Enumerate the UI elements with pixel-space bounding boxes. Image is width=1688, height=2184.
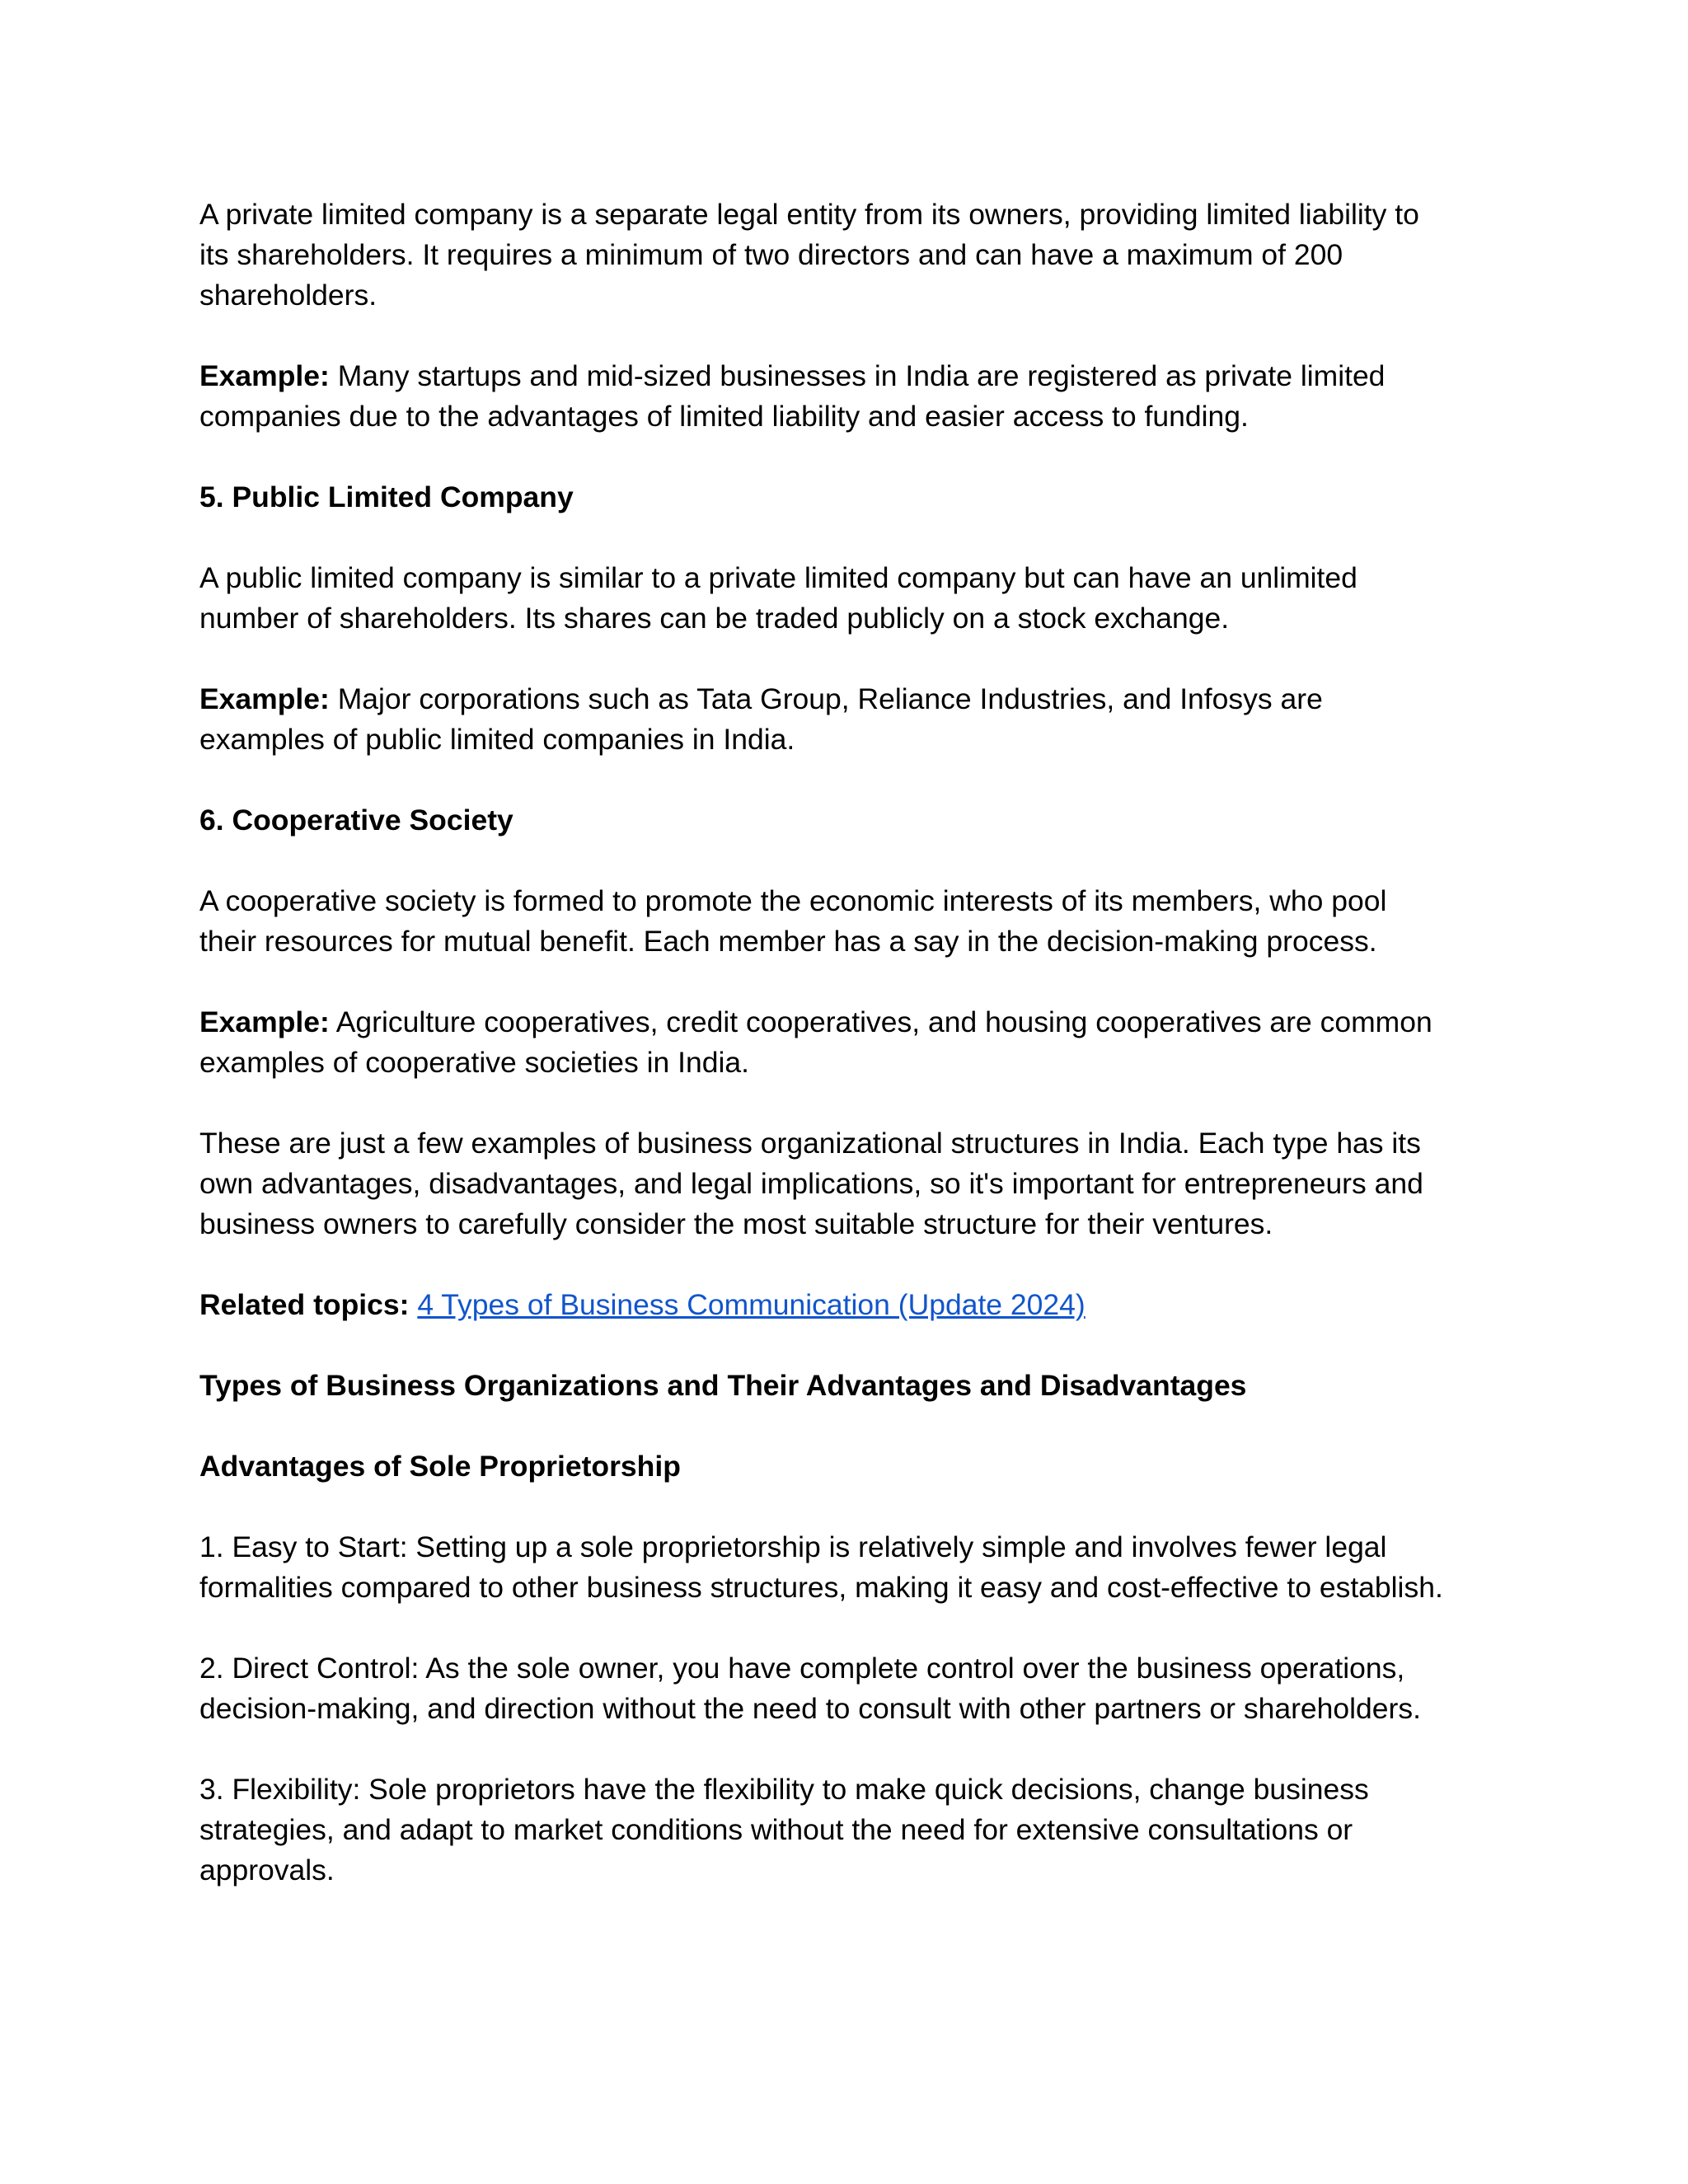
example-label: Example: [199,1005,330,1038]
list-item-direct-control [199,1648,1518,1729]
text-line: These are just a few examples of business organizational structures in India. Each type has its [199,1127,1421,1160]
text-line: A private limited company is a separate legal entity from its owners, providing limited liability to [199,198,1419,231]
example-label: Example: [199,682,330,715]
list-item-easy-to-start [199,1527,1518,1608]
example-cooperative-society [199,1002,1518,1083]
text-line: A cooperative society is formed to promote the economic interests of its members, who pool [199,884,1387,917]
example-text: Major corporations such as Tata Group, Reliance Industries, and Infosys are [329,682,1323,715]
heading-types-of-business: Types of Business Organizations and Their Advantages and Disadvantages [199,1369,1247,1402]
example-text: Agriculture cooperatives, credit cooperatives, and housing cooperatives are common [329,1005,1432,1038]
related-topic-link[interactable]: 4 Types of Business Communication (Update 2024) [417,1288,1085,1321]
text-line: A public limited company is similar to a private limited company but can have an unlimited [199,561,1357,594]
list-item-flexibility [199,1769,1518,1891]
heading-advantages-sole: Advantages of Sole Proprietorship [199,1450,681,1483]
text-line [199,679,1518,719]
example-private-limited [199,356,1518,437]
paragraph-summary [199,1123,1518,1244]
text-line: own advantages, disadvantages, and legal implications, so it's important for entrepreneurs and [199,1167,1423,1200]
text-line: decision-making, and direction without the need to consult with other partners or shareholders. [199,1692,1421,1725]
example-text: Many startups and mid-sized businesses in India are registered as private limited [329,359,1386,392]
document-page [199,194,1518,1931]
text-line: formalities compared to other business structures, making it easy and cost-effective to establish. [199,1571,1443,1604]
text-line [199,356,1518,396]
text-line: number of shareholders. Its shares can be traded publicly on a stock exchange. [199,602,1230,635]
heading-public-limited: 5. Public Limited Company [199,480,574,513]
paragraph-cooperative-society [199,881,1518,962]
text-line: business owners to carefully consider the most suitable structure for their ventures. [199,1207,1273,1240]
text-line: strategies, and adapt to market conditions without the need for extensive consultations or [199,1813,1353,1846]
related-topics-label: Related topics: [199,1288,410,1321]
related-topics [199,1285,1518,1325]
text-line: 1. Easy to Start: Setting up a sole proprietorship is relatively simple and involves fewer legal [199,1530,1387,1563]
heading-cooperative-society: 6. Cooperative Society [199,804,513,837]
text-line: companies due to the advantages of limited liability and easier access to funding. [199,400,1249,433]
text-line: its shareholders. It requires a minimum of two directors and can have a maximum of 200 [199,238,1343,271]
text-line: examples of cooperative societies in India. [199,1046,749,1079]
example-label: Example: [199,359,330,392]
text-line: 3. Flexibility: Sole proprietors have the flexibility to make quick decisions, change business [199,1773,1369,1806]
text-line: their resources for mutual benefit. Each member has a say in the decision-making process. [199,925,1377,958]
paragraph-private-limited [199,194,1518,316]
text-line: examples of public limited companies in India. [199,723,795,756]
text-line: 2. Direct Control: As the sole owner, you have complete control over the business operations, [199,1652,1405,1685]
example-public-limited [199,679,1518,760]
text-line: approvals. [199,1854,335,1886]
paragraph-public-limited [199,558,1518,639]
text-line [199,1285,1518,1325]
text-line: shareholders. [199,279,377,312]
text-line [199,1002,1518,1043]
